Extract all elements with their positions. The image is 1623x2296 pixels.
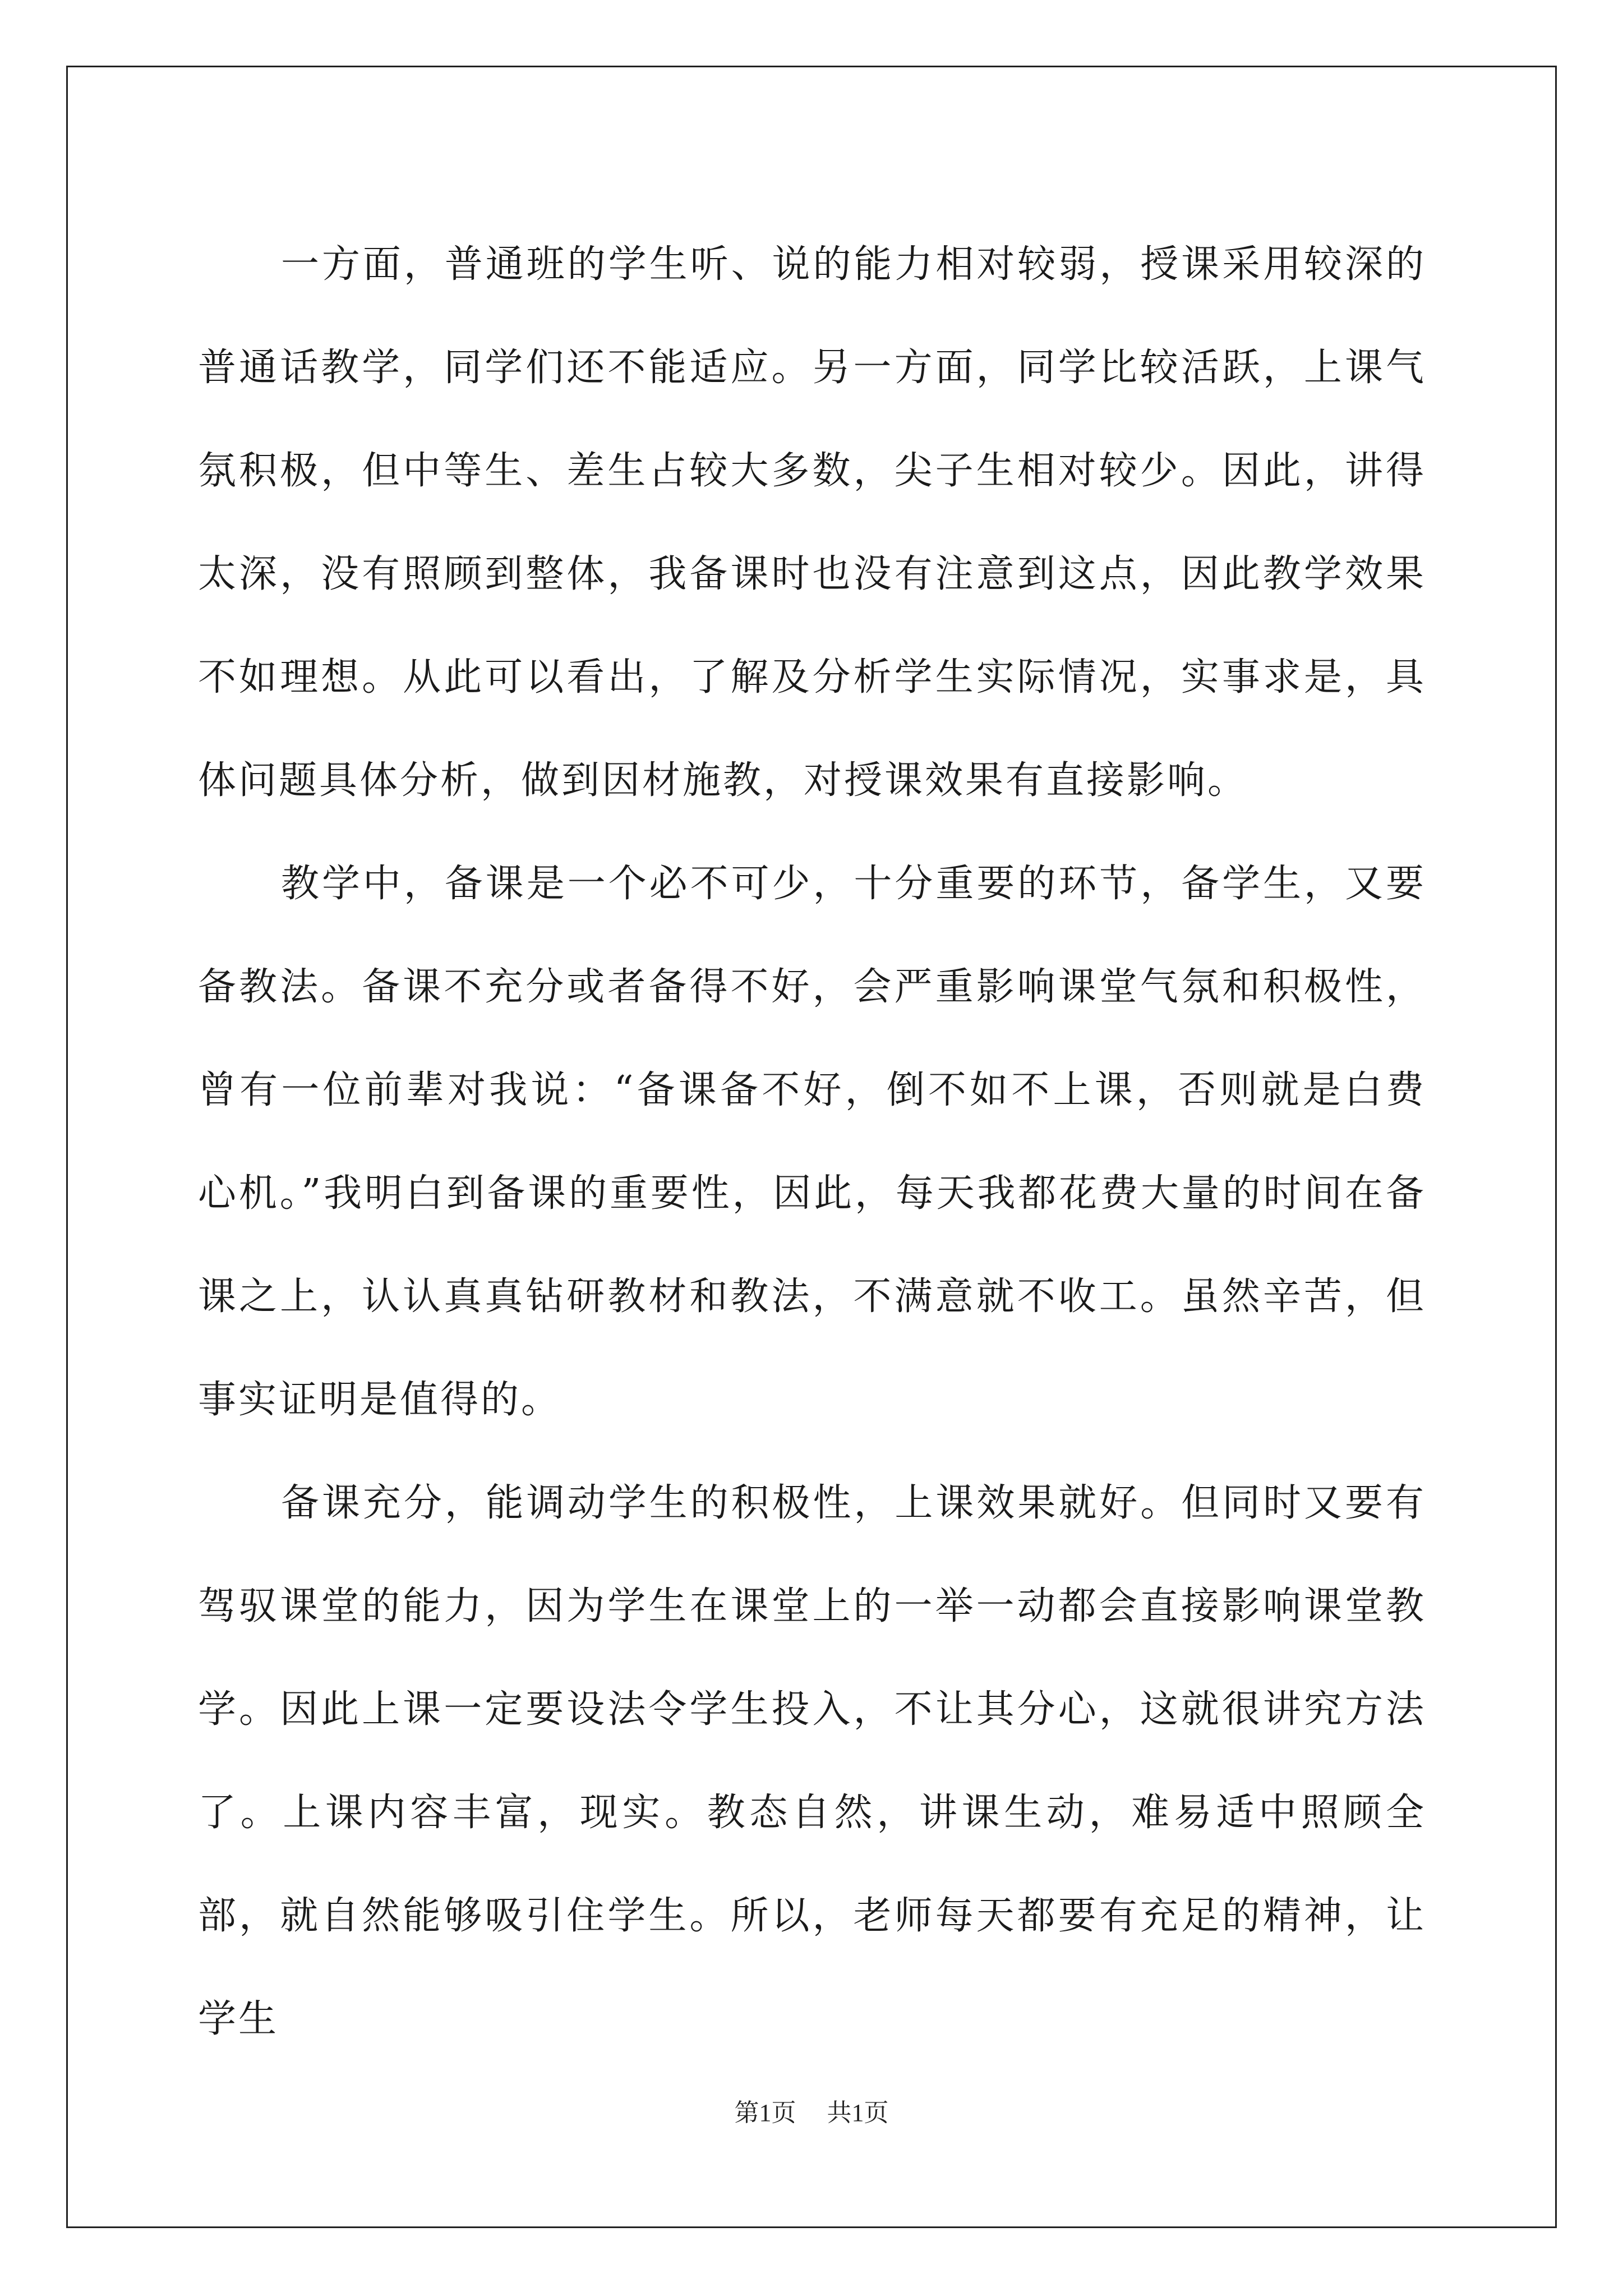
paragraph: 备课充分，能调动学生的积极性，上课效果就好。但同时又要有驾驭课堂的能力，因为学生在课堂上的一举一动都会直接影响课堂教学。因此上课一定要设法令学生投入，不让其分心，这就很讲究方法了。上课内容丰富，现实。教态自然，讲课生动，难易适中照顾全部，就自然能够吸引住学生。所以，老师每天都要有充足的精神，让学生 — [198, 1481, 1426, 2041]
page-footer — [0, 2092, 1623, 2128]
paragraph: 一方面，普通班的学生听、说的能力相对较弱，授课采用较深的普通话教学，同学们还不能适应。另一方面，同学比较活跃，上课气氛积极，但中等生、差生占较大多数，尖子生相对较少。因此，讲得太深，没有照顾到整体，我备课时也没有注意到这点，因此教学效果不如理想。从此可以看出，了解及分析学生实际情况，实事求是，具体问题具体分析，做到因材施教，对授课效果有直接影响。 — [198, 242, 1426, 803]
paragraph: 教学中，备课是一个必不可少，十分重要的环节，备学生，又要备教法。备课不充分或者备得不好，会严重影响课堂气氛和积极性，曾有一位前辈对我说：“备课备不好，倒不如不上课，否则就是白费心机。”我明白到备课的重要性，因此，每天我都花费大量的时间在备课之上，认认真真钻研教材和教法，不满意就不收工。虽然辛苦，但事实证明是值得的。 — [198, 862, 1426, 1422]
document-body — [198, 213, 1426, 2071]
page-total: 共1页 — [827, 2099, 889, 2127]
page-number: 第1页 — [734, 2099, 796, 2127]
